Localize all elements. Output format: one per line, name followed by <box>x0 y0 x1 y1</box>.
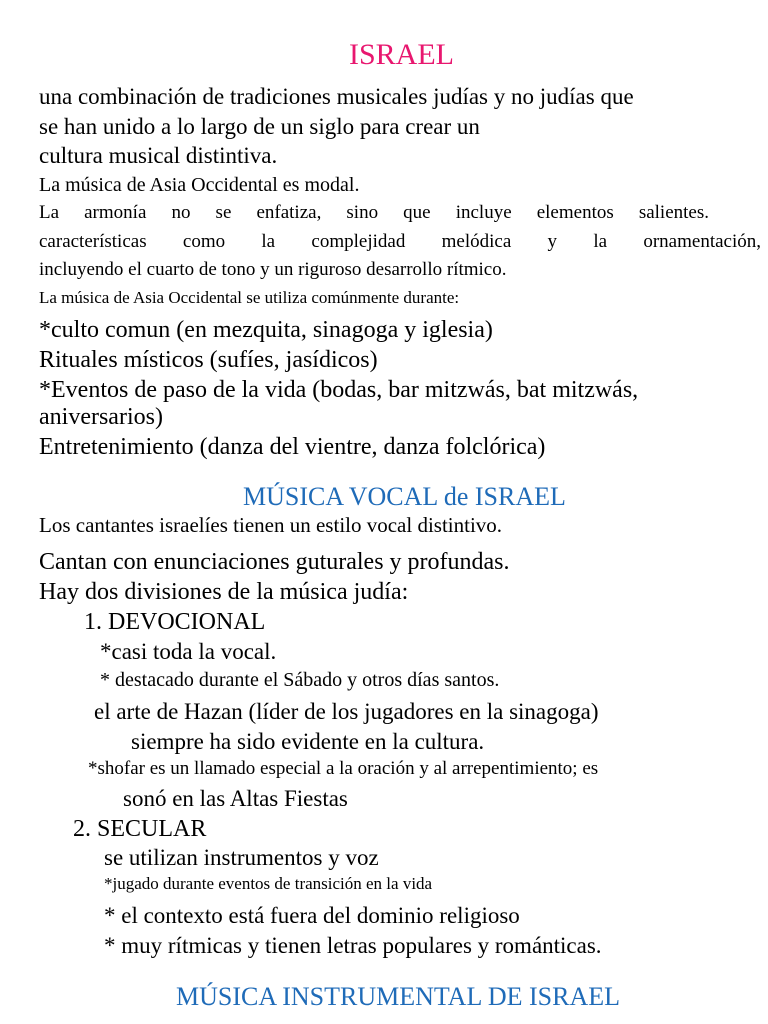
devotional-line-4: siempre ha sido evidente en la cultura. <box>131 729 485 754</box>
uses-item-3-cont: aniversarios) <box>39 404 163 430</box>
intro-line-1: una combinación de tradiciones musicales judías y no judías que <box>39 84 634 109</box>
intro-harmony-3: incluyendo el cuarto de tono y un riguroso desarrollo rítmico. <box>39 259 507 280</box>
devotional-line-3: el arte de Hazan (líder de los jugadores en la sinagoga) <box>94 699 599 724</box>
vocal-line-1: Los cantantes israelíes tienen un estilo vocal distintivo. <box>39 513 503 537</box>
page-title: ISRAEL <box>349 38 454 71</box>
vocal-heading: MÚSICA VOCAL de ISRAEL <box>243 482 566 511</box>
uses-item-3: *Eventos de paso de la vida (bodas, bar mitzwás, bat mitzwás, <box>39 377 639 403</box>
secular-label: 2. SECULAR <box>73 816 207 842</box>
uses-item-2: Rituales místicos (sufíes, jasídicos) <box>39 347 378 373</box>
uses-item-1: *culto comun (en mezquita, sinagoga y iglesia) <box>39 317 493 343</box>
devotional-line-6: sonó en las Altas Fiestas <box>123 786 348 811</box>
intro-line-2: se han unido a lo largo de un siglo para crear un <box>39 114 480 139</box>
instrumental-heading: MÚSICA INSTRUMENTAL DE ISRAEL <box>176 982 621 1011</box>
devotional-label: 1. DEVOCIONAL <box>84 609 266 635</box>
secular-line-2: *jugado durante eventos de transición en la vida <box>104 874 433 893</box>
vocal-line-3: Hay dos divisiones de la música judía: <box>39 579 409 605</box>
uses-item-4: Entretenimiento (danza del vientre, danza folclórica) <box>39 434 546 460</box>
secular-line-1: se utilizan instrumentos y voz <box>104 845 379 870</box>
secular-line-3: * el contexto está fuera del dominio religioso <box>104 903 520 928</box>
devotional-line-5: *shofar es un llamado especial a la oración y al arrepentimiento; es <box>88 758 599 779</box>
devotional-line-1: *casi toda la vocal. <box>100 639 277 664</box>
intro-modal: La música de Asia Occidental es modal. <box>39 174 360 196</box>
intro-harmony-1: La armonía no se enfatiza, sino que incluye elementos salientes. <box>39 202 709 223</box>
devotional-line-2: * destacado durante el Sábado y otros días santos. <box>100 669 500 691</box>
vocal-line-2: Cantan con enunciaciones guturales y profundas. <box>39 549 510 575</box>
intro-line-3: cultura musical distintiva. <box>39 143 278 168</box>
secular-line-4: * muy rítmicas y tienen letras populares y románticas. <box>104 933 602 958</box>
intro-harmony-2: características como la complejidad melódica y la ornamentación, <box>39 231 761 252</box>
intro-uses: La música de Asia Occidental se utiliza comúnmente durante: <box>39 288 460 307</box>
